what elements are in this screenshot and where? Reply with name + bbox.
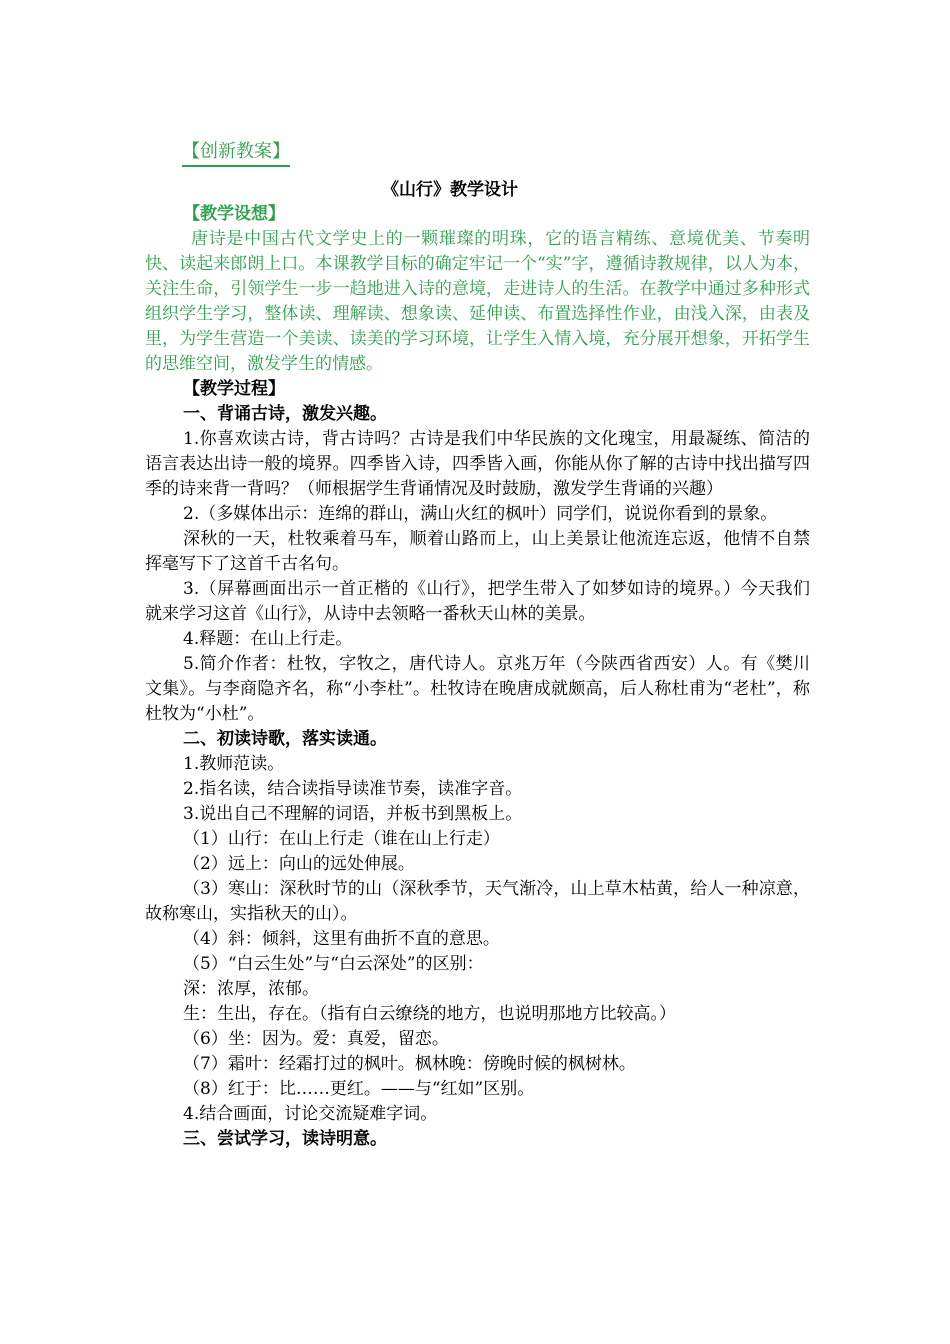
section-2-heading: 二、初读诗歌，落实读通。 <box>183 729 387 749</box>
section-1-paragraph-1: 1.你喜欢读古诗，背古诗吗？古诗是我们中华民族的文化瑰宝，用最凝练、简洁的语言表达出诗一般的境界。四季皆入诗，四季皆入画，你能从你了解的古诗中找出描写四季的诗来背一背吗？（师根据学生背诵情况及时鼓励，激发学生背诵的兴趣） <box>145 429 810 499</box>
section-2-paragraph-4: 4.结合画面，讨论交流疑难字词。 <box>183 1104 438 1124</box>
section-1-paragraph-5: 4.释题：在山上行走。 <box>183 629 353 649</box>
vocab-item-4: （4）斜：倾斜，这里有曲折不直的意思。 <box>183 929 500 949</box>
vocab-item-6: （6）坐：因为。爱：真爱，留恋。 <box>183 1029 449 1049</box>
vocab-item-3: （3）寒山：深秋时节的山（深秋季节，天气渐冷，山上草木枯黄，给人一种凉意，故称寒山，实指秋天的山）。 <box>145 879 810 924</box>
section-1-paragraph-4: 3.（屏幕画面出示一首正楷的《山行》，把学生带入了如梦如诗的境界。）今天我们就来学习这首《山行》，从诗中去领略一番秋天山林的美景。 <box>145 579 810 624</box>
design-heading: 【教学设想】 <box>183 204 285 224</box>
page-title: 《山行》教学设计 <box>382 180 518 200</box>
section-1-heading: 一、背诵古诗，激发兴趣。 <box>183 404 387 424</box>
section-1-paragraph-3: 深秋的一天，杜牧乘着马车，顺着山路而上，山上美景让他流连忘返，他情不自禁挥毫写下了这首千古名句。 <box>145 529 810 574</box>
vocab-item-1: （1）山行：在山上行走（谁在山上行走） <box>183 829 500 849</box>
section-2-paragraph-2: 2.指名读，结合读指导读准节奏，读准字音。 <box>183 779 523 799</box>
section-1-paragraph-2: 2.（多媒体出示：连绵的群山，满山火红的枫叶）同学们，说说你看到的景象。 <box>183 504 778 524</box>
vocab-item-2: （2）远上：向山的远处伸展。 <box>183 854 415 874</box>
design-paragraph: 唐诗是中国古代文学史上的一颗璀璨的明珠，它的语言精练、意境优美、节奏明快、读起来郎朗上口。本课教学目标的确定牢记一个“实”字，遵循诗教规律，以人为本，关注生命，引领学生一步一趋地进入诗的意境，走进诗人的生活。在教学中通过多种形式组织学生学习，整体读、理解读、想象读、延伸读、布置选择性作业，由浅入深，由表及里，为学生营造一个美读、读美的学习环境，让学生入情入境，充分展开想象，开拓学生的思维空间，激发学生的情感。 <box>145 229 810 374</box>
section-2-paragraph-3: 3.说出自己不理解的词语，并板书到黑板上。 <box>183 804 523 824</box>
process-heading: 【教学过程】 <box>183 379 285 399</box>
section-2-paragraph-1: 1.教师范读。 <box>183 754 285 774</box>
section-3-heading: 三、尝试学习，读诗明意。 <box>183 1129 387 1149</box>
vocab-item-5b: 生：生出，存在。（指有白云缭绕的地方，也说明那地方比较高。） <box>183 1004 676 1024</box>
vocab-item-5: （5）“白云生处”与“白云深处”的区别： <box>183 954 484 974</box>
document-body <box>145 202 810 1152</box>
header-label: 【创新教案】 <box>182 140 290 167</box>
vocab-item-7: （7）霜叶：经霜打过的枫叶。枫林晚：傍晚时候的枫树林。 <box>183 1054 636 1074</box>
vocab-item-8: （8）红于：比……更红。——与“红如”区别。 <box>183 1079 535 1099</box>
section-1-paragraph-6: 5.简介作者：杜牧，字牧之，唐代诗人。京兆万年（今陕西省西安）人。有《樊川文集》。与李商隐齐名，称“小李杜”。杜牧诗在晚唐成就颇高，后人称杜甫为“老杜”，称杜牧为“小杜”。 <box>145 654 810 724</box>
vocab-item-5a: 深：浓厚，浓郁。 <box>183 979 319 999</box>
